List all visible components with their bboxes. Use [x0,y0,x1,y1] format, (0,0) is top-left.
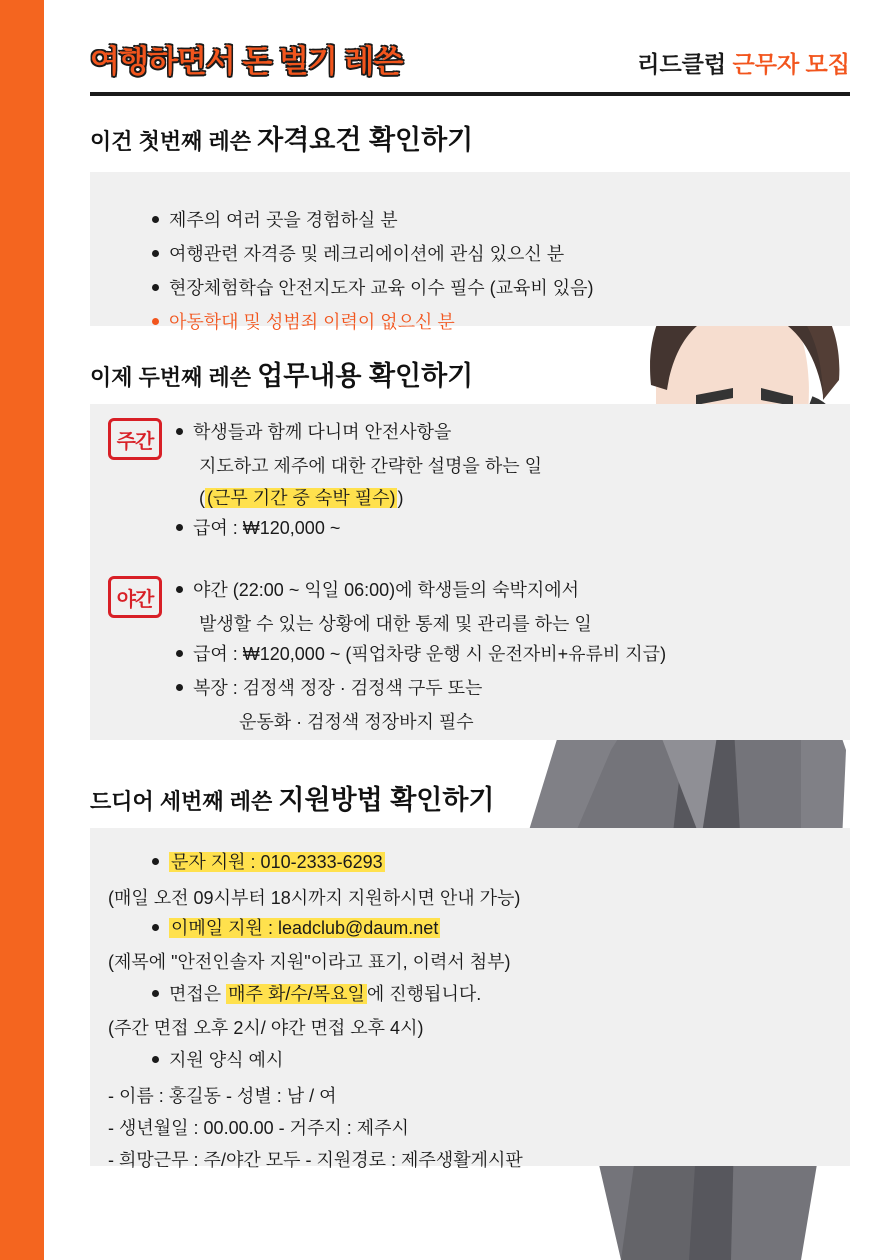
list-item-continuation [199,484,403,510]
badge-day: 주간 [108,418,162,460]
bullet-dot-icon [176,650,183,657]
bullet-dot-icon [152,250,159,257]
bullet-dot-icon [152,1056,159,1063]
interview-time-note: (주간 면접 오후 2시/ 야간 면접 오후 4시) [108,1018,424,1038]
apply-email-note: (제목에 "안전인솔자 지원"이라고 표기, 이력서 첨부) [108,952,511,972]
list-item [176,516,340,540]
header-subtitle-plain: 리드클럽 [637,51,733,77]
list-item [152,916,440,940]
apply-email-label[interactable]: 이메일 지원 : leadclub@daum.net [171,918,439,938]
section-2-heading [90,354,473,393]
section-1-heading [90,118,473,157]
poster-header [90,36,850,98]
bullet-dot-icon [152,858,159,865]
bullet-dot-icon [152,284,159,291]
apply-sms-label[interactable]: 문자 지원 : 010-2333-6293 [171,852,383,872]
bullet-dot-icon [176,428,183,435]
list-item [176,642,666,666]
list-item [152,982,481,1006]
page-title: 여행하면서 돈 벌기 레쓴 [90,44,403,79]
list-item-label: 복장 : 검정색 정장 · 검정색 구두 또는 [193,678,483,698]
section-3-heading-small: 드디어 세번째 레쓴 [90,789,279,814]
list-item-continuation: 발생할 수 있는 상황에 대한 통제 및 관리를 하는 일 [199,614,592,634]
form-example-name: - 이름 : 홍길동 - 성별 : 남 / 여 [108,1086,337,1106]
bullet-dot-icon [176,524,183,531]
list-item [176,420,451,444]
header-subtitle [637,46,850,79]
form-example-preference: - 희망근무 : 주/야간 모두 - 지원경로 : 제주생활게시판 [108,1150,523,1170]
section-2-heading-big: 업무내용 확인하기 [257,361,474,391]
list-item-label: 아동학대 및 성범죄 이력이 없으신 분 [169,312,455,332]
day-lodging-note-highlight: (근무 기간 중 숙박 필수) [207,488,396,508]
day-lodging-note: ( (근무 기간 중 숙박 필수) ) [199,488,404,508]
content-layer [44,0,891,1260]
list-item [152,208,398,232]
list-item [176,676,482,700]
list-item [152,276,594,300]
bullet-dot-icon [152,216,159,223]
apply-sms-note: (매일 오전 09시부터 18시까지 지원하시면 안내 가능) [108,888,521,908]
header-divider [90,92,850,96]
section-3-heading-big: 지원방법 확인하기 [278,785,495,815]
list-item-label: 급여 : ₩120,000 ~ [193,518,341,538]
list-item-label: 지원 양식 예시 [169,1050,284,1070]
list-item-label: 야간 (22:00 ~ 익일 06:00)에 학생들의 숙박지에서 [193,580,580,600]
list-item-label: 현장체험학습 안전지도자 교육 이수 필수 (교육비 있음) [169,278,594,298]
list-item [152,310,455,334]
section-2-heading-small: 이제 두번째 레쓴 [90,365,258,390]
badge-night: 야간 [108,576,162,618]
bullet-dot-icon [152,924,159,931]
list-item-label: 급여 : ₩120,000 ~ (픽업차량 운행 시 운전자비+유류비 지급) [193,644,667,664]
list-item-continuation: 운동화 · 검정색 정장바지 필수 [239,712,474,732]
list-item [152,1048,283,1072]
interview-days-highlight: 매주 화/수/목요일 [228,984,365,1004]
bullet-dot-icon [152,318,159,325]
list-item-continuation: 지도하고 제주에 대한 간략한 설명을 하는 일 [199,456,542,476]
section-3-heading [90,778,495,817]
list-item-label: 제주의 여러 곳을 경험하실 분 [169,210,398,230]
list-item [152,242,564,266]
bullet-dot-icon [176,586,183,593]
list-item-label: 여행관련 자격증 및 레크리에이션에 관심 있으신 분 [169,244,565,264]
bullet-dot-icon [152,990,159,997]
left-orange-bar [0,0,44,1260]
list-item-label: 학생들과 함께 다니며 안전사항을 [193,422,452,442]
form-example-birth: - 생년월일 : 00.00.00 - 거주지 : 제주시 [108,1118,409,1138]
header-subtitle-highlight: 근무자 모집 [732,51,850,77]
list-item [176,578,579,602]
interview-schedule-label: 면접은 매주 화/수/목요일 에 진행됩니다. [169,984,482,1004]
bullet-dot-icon [176,684,183,691]
list-item [152,850,385,874]
section-1-heading-small: 이건 첫번째 레쓴 [90,129,258,154]
section-1-heading-big: 자격요건 확인하기 [257,125,474,155]
